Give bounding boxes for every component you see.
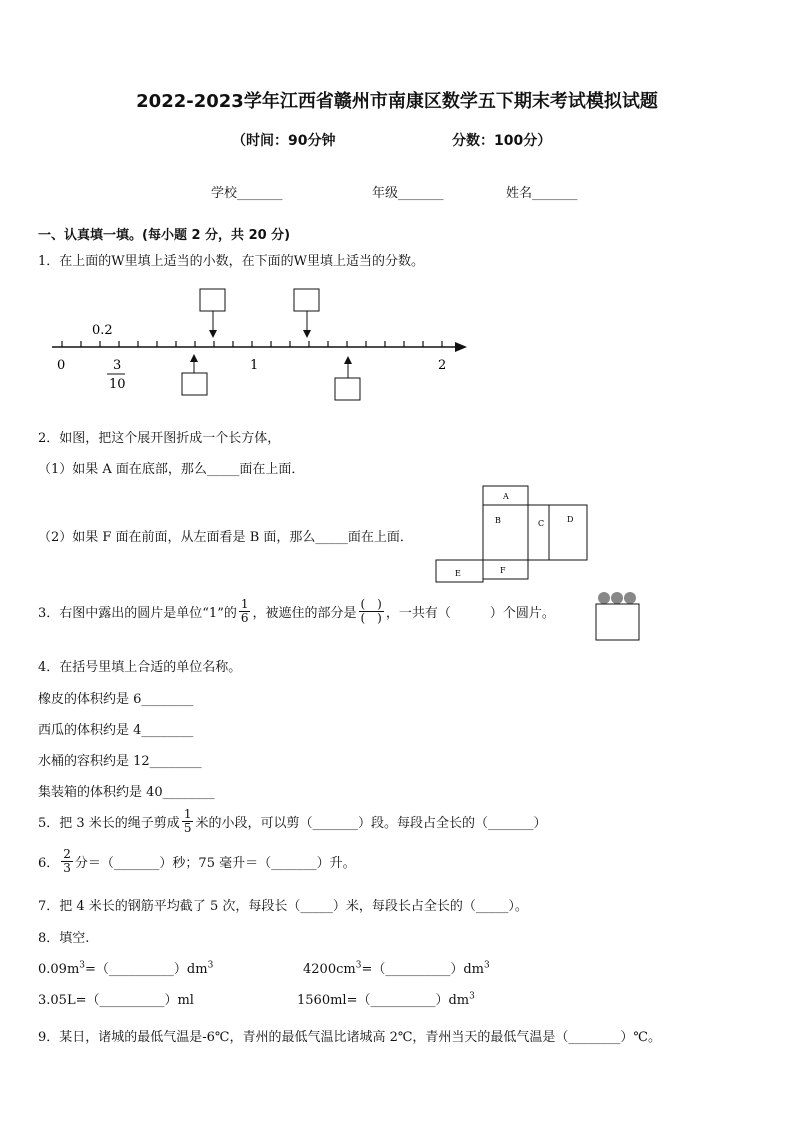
- face-b: [483, 505, 528, 560]
- exam-score: 分数：100分）: [452, 133, 552, 149]
- label-2: 2: [438, 358, 447, 373]
- q8-item-1: $0.09m^3=(\_\_\_\_\_\_\_\_\_\_)dm^3$: [38, 960, 214, 977]
- question-7: 7．把 4 米长的钢筋平均截了 5 次，每段长（_____）米，每段长占全长的（_____）。: [38, 899, 528, 914]
- tick-marks: [62, 341, 442, 347]
- face-b-label: B: [495, 516, 501, 525]
- fraction-denominator: 10: [109, 377, 126, 392]
- q8-item-4: $1560ml=(\_\_\_\_\_\_\_\_\_\_)dm^3$: [297, 991, 475, 1008]
- grade-field[interactable]: 年级_______: [372, 186, 444, 201]
- face-d: [549, 505, 587, 560]
- arrow-head-icon: [455, 342, 467, 352]
- question-2-part-2: （2）如果 F 面在前面，从左面看是 B 面，那么_____面在上面．: [38, 530, 413, 545]
- question-4: 4．在括号里填上合适的单位名称。: [38, 660, 242, 675]
- q4-line-3: 水桶的容积约是 12________: [38, 754, 202, 769]
- question-2-part-1: （1）如果 A 面在底部，那么_____面在上面．: [38, 462, 305, 477]
- q8-item-2: $4200cm^3=(\_\_\_\_\_\_\_\_\_\_)dm^3$: [303, 960, 490, 977]
- circle-pieces-figure: [592, 588, 644, 643]
- face-d-label: D: [567, 515, 574, 524]
- question-8: 8．填空.: [38, 931, 90, 946]
- label-0-2: 0.2: [92, 323, 113, 338]
- q4-line-4: 集装箱的体积约是 40________: [38, 785, 215, 800]
- question-2: 2．如图，把这个展开图折成一个长方体，: [38, 431, 281, 446]
- circle-piece-icon: [611, 592, 623, 604]
- name-field[interactable]: 姓名_______: [506, 186, 578, 201]
- q4-line-1: 橡皮的体积约是 6________: [38, 692, 194, 707]
- section-heading: 一、认真填一填。(每小题 2 分，共 20 分): [38, 228, 291, 243]
- down-arrow-icon: [303, 330, 311, 338]
- question-9: 9．某日，诸城的最低气温是-6℃，青州的最低气温比诸城高 2℃，青州当天的最低气温是（________）℃。: [38, 1030, 661, 1045]
- answer-box-bottom-1[interactable]: [182, 373, 207, 395]
- face-e-label: E: [455, 569, 461, 578]
- face-c: [528, 505, 549, 560]
- face-f-label: F: [500, 566, 506, 575]
- face-c-label: C: [538, 519, 545, 528]
- label-1: 1: [250, 358, 259, 373]
- answer-box-top-2[interactable]: [294, 289, 319, 311]
- school-field[interactable]: 学校_______: [211, 186, 283, 201]
- question-3: 3．右图中露出的圆片是单位“1”的 $\frac{1}{6}$ ，被遮住的部分是 $\frac{( )}{( )}$ ，一共有（ ）个圆片。: [38, 597, 555, 625]
- circle-piece-icon: [624, 592, 636, 604]
- fraction-two-thirds: $\frac{2}{3}$: [63, 847, 71, 875]
- fraction-one-sixth: $\frac{1}{6}$: [240, 597, 249, 625]
- cover-box: [596, 604, 639, 640]
- q8-item-3: 3.05L=（__________）ml: [38, 993, 194, 1008]
- label-0: 0: [57, 358, 66, 373]
- page-title: 2022-2023学年江西省赣州市南康区数学五下期末考试模拟试题: [136, 91, 658, 112]
- question-1: 1．在上面的W里填上适当的小数，在下面的W里填上适当的分数。: [38, 254, 424, 269]
- q4-line-2: 西瓜的体积约是 4________: [38, 723, 194, 738]
- exam-time: （时间：90分钟: [232, 133, 336, 149]
- answer-box-bottom-2[interactable]: [335, 378, 360, 400]
- answer-box-top-1[interactable]: [200, 289, 225, 311]
- face-a-label: A: [503, 492, 509, 501]
- number-line-figure: [45, 283, 475, 403]
- up-arrow-icon: [190, 354, 198, 362]
- fraction-numerator: 3: [113, 358, 122, 373]
- fraction-one-fifth: $\frac{1}{5}$: [183, 807, 192, 835]
- fraction-blank[interactable]: $\frac{( )}{( )}$: [360, 597, 382, 625]
- up-arrow-icon: [344, 356, 352, 364]
- down-arrow-icon: [209, 330, 217, 338]
- question-6: 6． $\frac{2}{3}$ 分＝（_______）秒；75 毫升＝（_______）升。: [38, 847, 356, 875]
- question-5: 5．把 3 米长的绳子剪成 $\frac{1}{5}$ 米的小段，可以剪（_______）段。每段占全长的（_______）: [38, 807, 547, 835]
- cube-net-figure: [430, 482, 595, 587]
- circle-piece-icon: [598, 592, 610, 604]
